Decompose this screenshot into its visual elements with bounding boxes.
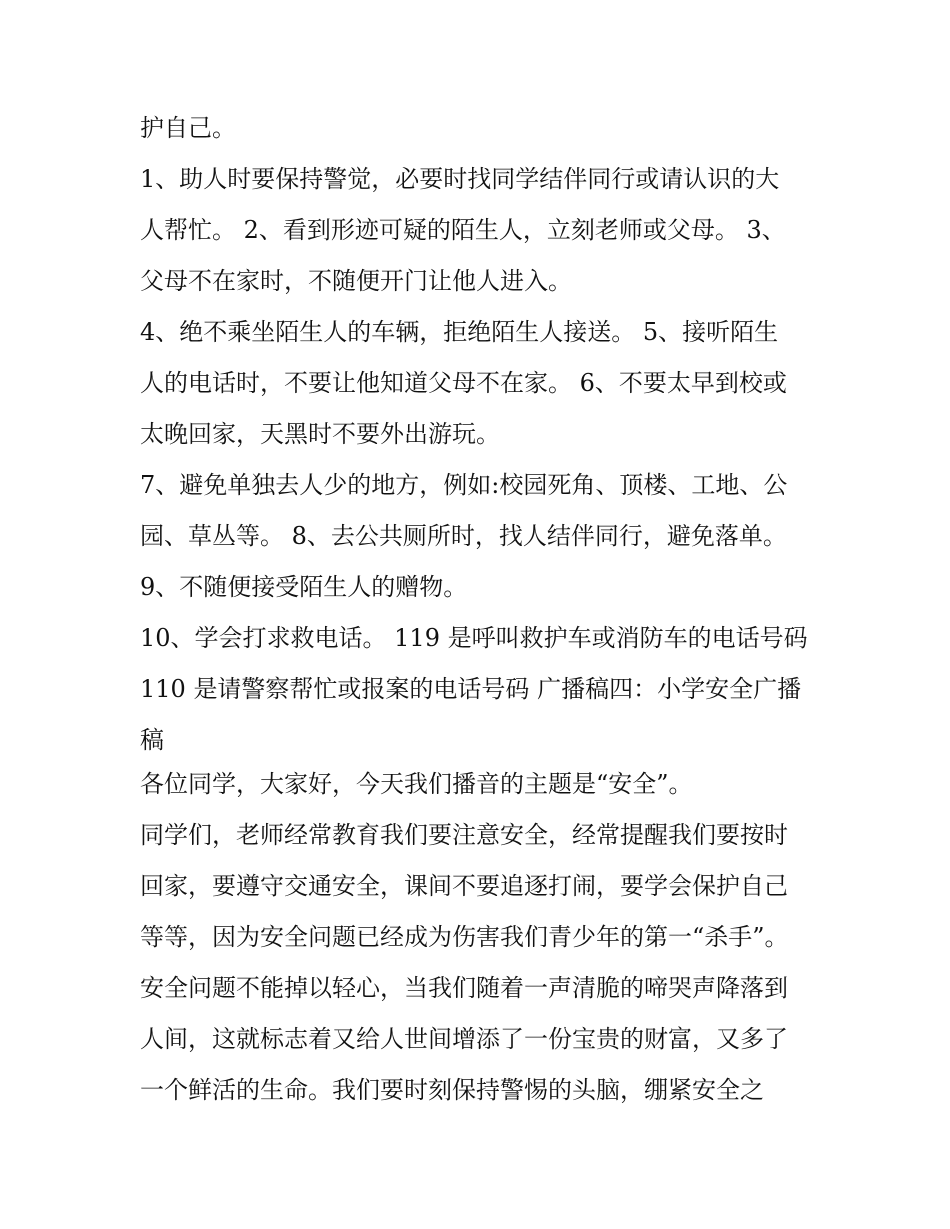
text-line: 父母不在家时，不随便开门让他人进入。 xyxy=(140,267,572,295)
text-line: 1、助人时要保持警觉，必要时找同学结伴同行或请认识的大 xyxy=(140,165,780,193)
text-line: 9、不随便接受陌生人的赠物。 xyxy=(140,573,468,601)
text-line: 4、绝不乘坐陌生人的车辆，拒绝陌生人接送。 5、接听陌生 xyxy=(140,318,779,346)
text-line: 护自己。 xyxy=(140,114,236,142)
text-line: 人的电话时，不要让他知道父母不在家。 6、不要太早到校或 xyxy=(140,369,787,397)
text-line: 等等，因为安全问题已经成为伤害我们青少年的第一“杀手”。 xyxy=(140,923,789,951)
text-line: 一个鲜活的生命。我们要时刻保持警惕的头脑，绷紧安全之 xyxy=(140,1076,764,1104)
text-line: 10、学会打求救电话。 119 是呼叫救护车或消防车的电话号码 xyxy=(140,624,808,652)
text-line: 太晚回家，天黑时不要外出游玩。 xyxy=(140,420,500,448)
body-text xyxy=(140,108,820,1121)
text-line: 稿 xyxy=(140,726,164,754)
text-line: 安全问题不能掉以轻心，当我们随着一声清脆的啼哭声降落到 xyxy=(140,974,788,1002)
text-line: 园、草丛等。 8、去公共厕所时，找人结伴同行，避免落单。 xyxy=(140,522,787,550)
text-line: 110 是请警察帮忙或报案的电话号码 广播稿四：小学安全广播 xyxy=(140,675,802,703)
text-line: 各位同学，大家好，今天我们播音的主题是“安全”。 xyxy=(140,770,693,798)
text-line: 同学们，老师经常教育我们要注意安全，经常提醒我们要按时 xyxy=(140,821,788,849)
text-line: 7、避免单独去人少的地方，例如:校园死角、顶楼、工地、公 xyxy=(140,471,788,499)
text-line: 回家，要遵守交通安全，课间不要追逐打闹，要学会保护自己 xyxy=(140,872,788,900)
text-line: 人帮忙。 2、看到形迹可疑的陌生人，立刻老师或父母。 3、 xyxy=(140,216,786,244)
text-line: 人间，这就标志着又给人世间增添了一份宝贵的财富，又多了 xyxy=(140,1025,788,1053)
